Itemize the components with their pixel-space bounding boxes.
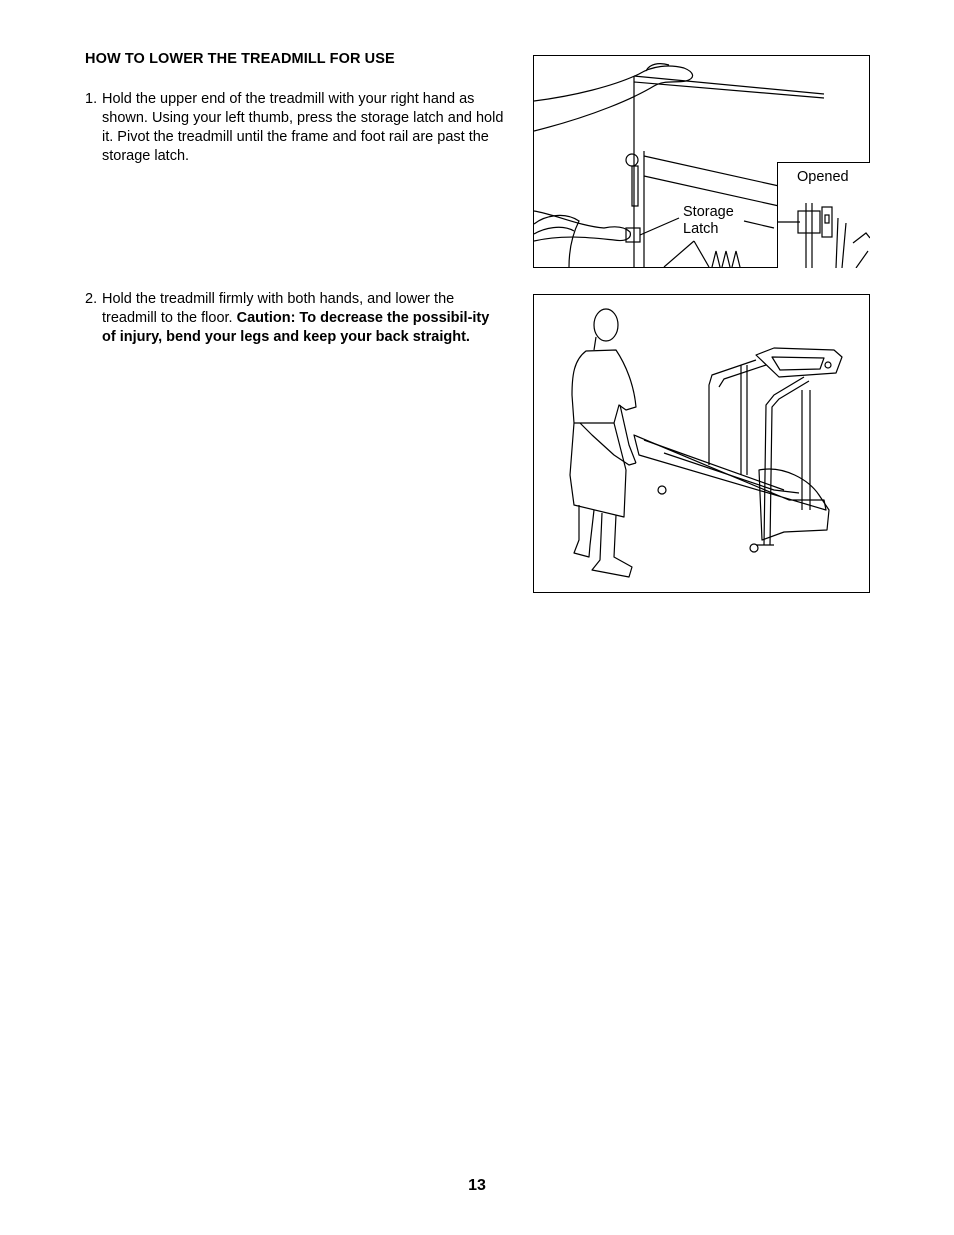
step-text: Hold the upper end of the treadmill with your right hand as shown. Using your left thumb, press the storage latch and hold it. Pivot the treadmill until the frame and foot rail are past the storage latch. [102, 91, 504, 164]
opened-inset [777, 162, 870, 268]
step-text: Hold the treadmill firmly with both hands, and lower the treadmill to the floor. [102, 291, 455, 326]
step-number: 2. [85, 291, 98, 307]
section-heading: HOW TO LOWER THE TREADMILL FOR USE [85, 51, 395, 67]
page-number: 13 [468, 1177, 486, 1194]
instruction-step-2 [85, 290, 505, 347]
step-number: 1. [85, 91, 98, 107]
lowering-drawing [534, 295, 869, 592]
instruction-step-1 [85, 90, 505, 166]
opened-latch-drawing [778, 163, 870, 268]
step-body [102, 290, 505, 347]
opened-label: Opened [797, 169, 849, 185]
lowering-treadmill-illustration [533, 294, 870, 593]
storage-latch-illustration [533, 55, 870, 268]
caution-text: Caution: To decrease the possibil-ity of injury, bend your legs and keep your back straight. [102, 310, 490, 345]
storage-latch-label: Storage Latch [683, 204, 734, 237]
